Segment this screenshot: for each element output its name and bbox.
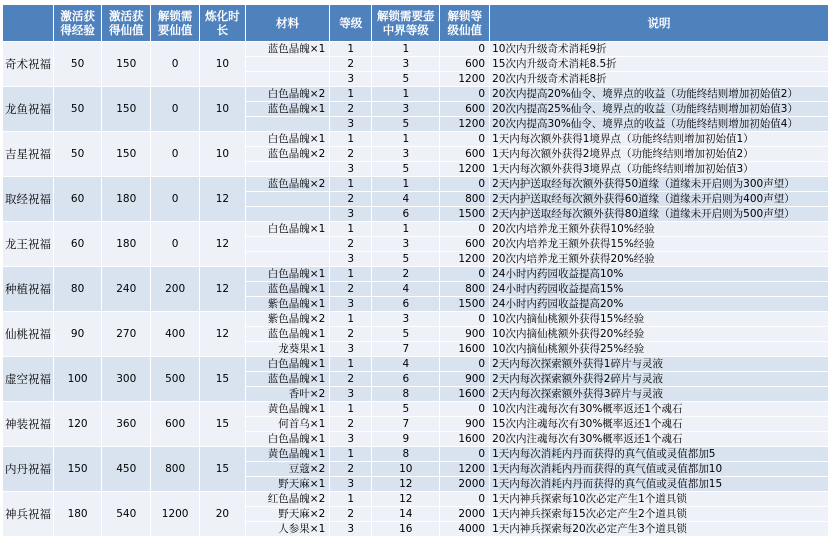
level-xian: 1500 xyxy=(440,297,490,312)
blessing-table xyxy=(2,4,829,537)
pot-level: 3 xyxy=(372,237,440,252)
header-level: 等级 xyxy=(330,5,372,42)
material xyxy=(245,252,329,267)
pot-level: 1 xyxy=(372,177,440,192)
pot-level: 5 xyxy=(372,252,440,267)
table-row xyxy=(3,267,829,282)
level: 3 xyxy=(330,342,372,357)
level-xian: 800 xyxy=(440,282,490,297)
material: 何首乌×1 xyxy=(245,417,329,432)
level: 3 xyxy=(330,252,372,267)
material xyxy=(245,117,329,132)
blessing-name: 龙鱼祝福 xyxy=(3,87,54,132)
table-row xyxy=(3,447,829,462)
header-xian: 激活获得仙值 xyxy=(102,5,151,42)
blessing-name: 神装祝福 xyxy=(3,402,54,447)
description: 2天内每次探索额外获得3碎片与灵液 xyxy=(490,387,829,402)
blessing-name: 奇术祝福 xyxy=(3,42,54,87)
level: 2 xyxy=(330,237,372,252)
refine-time: 10 xyxy=(199,42,245,87)
level: 3 xyxy=(330,477,372,492)
pot-level: 1 xyxy=(372,132,440,147)
material: 野天麻×2 xyxy=(245,507,329,522)
unlock-xian: 0 xyxy=(151,222,200,267)
refine-time: 20 xyxy=(199,492,245,537)
header-material: 材料 xyxy=(245,5,329,42)
level-xian: 600 xyxy=(440,102,490,117)
description: 10次内升级奇术消耗9折 xyxy=(490,42,829,57)
pot-level: 7 xyxy=(372,417,440,432)
pot-level: 6 xyxy=(372,372,440,387)
blessing-name: 仙桃祝福 xyxy=(3,312,54,357)
level: 2 xyxy=(330,282,372,297)
material: 黄色晶魄×1 xyxy=(245,402,329,417)
material xyxy=(245,57,329,72)
level: 2 xyxy=(330,462,372,477)
description: 20次内注魂每次有30%概率返还1个魂石 xyxy=(490,432,829,447)
description: 10次内注魂每次有30%概率返还1个魂石 xyxy=(490,402,829,417)
activate-xian: 180 xyxy=(102,177,151,222)
level-xian: 1600 xyxy=(440,432,490,447)
description: 1天内每次额外获得1境界点（功能终结则增加初始值1） xyxy=(490,132,829,147)
refine-time: 15 xyxy=(199,402,245,447)
description: 24小时内药园收益提高10% xyxy=(490,267,829,282)
pot-level: 14 xyxy=(372,507,440,522)
activate-xian: 180 xyxy=(102,222,151,267)
activate-xian: 270 xyxy=(102,312,151,357)
description: 15次内升级奇术消耗8.5折 xyxy=(490,57,829,72)
level-xian: 1200 xyxy=(440,117,490,132)
table-row xyxy=(3,87,829,102)
activate-exp: 150 xyxy=(54,447,102,492)
description: 2天内护送取经每次额外获得50道缘（道缘未开启则为300声望） xyxy=(490,177,829,192)
activate-xian: 300 xyxy=(102,357,151,402)
table-row xyxy=(3,492,829,507)
header-refine-time: 炼化时长 xyxy=(199,5,245,42)
blessing-name: 吉星祝福 xyxy=(3,132,54,177)
unlock-xian: 200 xyxy=(151,267,200,312)
level-xian: 800 xyxy=(440,192,490,207)
level-xian: 1600 xyxy=(440,387,490,402)
description: 1天内神兵探索每20次必定产生3个道具锁 xyxy=(490,522,829,537)
material: 豆蔻×2 xyxy=(245,462,329,477)
material: 白色晶魄×2 xyxy=(245,87,329,102)
blessing-name: 内丹祝福 xyxy=(3,447,54,492)
refine-time: 12 xyxy=(199,312,245,357)
activate-exp: 50 xyxy=(54,42,102,87)
material: 蓝色晶魄×1 xyxy=(245,282,329,297)
material: 白色晶魄×1 xyxy=(245,432,329,447)
pot-level: 5 xyxy=(372,117,440,132)
unlock-xian: 0 xyxy=(151,132,200,177)
description: 1天内每次额外获得2境界点（功能终结则增加初始值2） xyxy=(490,147,829,162)
level: 3 xyxy=(330,72,372,87)
description: 20次内提高25%仙令、境界点的收益（功能终结则增加初始值3） xyxy=(490,102,829,117)
level-xian: 2000 xyxy=(440,507,490,522)
level: 2 xyxy=(330,417,372,432)
unlock-xian: 600 xyxy=(151,402,200,447)
pot-level: 4 xyxy=(372,192,440,207)
level-xian: 0 xyxy=(440,267,490,282)
level: 3 xyxy=(330,162,372,177)
pot-level: 5 xyxy=(372,72,440,87)
level-xian: 2000 xyxy=(440,477,490,492)
pot-level: 1 xyxy=(372,42,440,57)
pot-level: 8 xyxy=(372,387,440,402)
table-row xyxy=(3,402,829,417)
level-xian: 0 xyxy=(440,87,490,102)
pot-level: 16 xyxy=(372,522,440,537)
level-xian: 0 xyxy=(440,132,490,147)
level-xian: 0 xyxy=(440,42,490,57)
table-body xyxy=(3,42,829,537)
table-row xyxy=(3,357,829,372)
activate-exp: 120 xyxy=(54,402,102,447)
pot-level: 1 xyxy=(372,87,440,102)
activate-exp: 90 xyxy=(54,312,102,357)
activate-xian: 240 xyxy=(102,267,151,312)
activate-xian: 540 xyxy=(102,492,151,537)
level-xian: 0 xyxy=(440,177,490,192)
activate-xian: 150 xyxy=(102,132,151,177)
level-xian: 4000 xyxy=(440,522,490,537)
description: 1天内每次消耗内丹而获得的真气值或灵值都加5 xyxy=(490,447,829,462)
pot-level: 3 xyxy=(372,102,440,117)
unlock-xian: 0 xyxy=(151,42,200,87)
header-blessing-name xyxy=(3,5,54,42)
pot-level: 10 xyxy=(372,462,440,477)
description: 24小时内药园收益提高15% xyxy=(490,282,829,297)
description: 1天内每次额外获得3境界点（功能终结则增加初始值3） xyxy=(490,162,829,177)
material: 蓝色晶魄×1 xyxy=(245,42,329,57)
level: 1 xyxy=(330,312,372,327)
level: 2 xyxy=(330,327,372,342)
level: 3 xyxy=(330,387,372,402)
description: 1天内神兵探索每15次必定产生2个道具锁 xyxy=(490,507,829,522)
level-xian: 600 xyxy=(440,237,490,252)
description: 20次内培养龙王额外获得15%经验 xyxy=(490,237,829,252)
refine-time: 15 xyxy=(199,357,245,402)
level: 1 xyxy=(330,222,372,237)
pot-level: 8 xyxy=(372,447,440,462)
material: 蓝色晶魄×1 xyxy=(245,327,329,342)
refine-time: 10 xyxy=(199,132,245,177)
description: 20次内培养龙王额外获得20%经验 xyxy=(490,252,829,267)
activate-xian: 150 xyxy=(102,42,151,87)
level-xian: 900 xyxy=(440,327,490,342)
description: 20次内升级奇术消耗8折 xyxy=(490,72,829,87)
pot-level: 9 xyxy=(372,432,440,447)
material xyxy=(245,237,329,252)
description: 2天内每次探索额外获得1碎片与灵液 xyxy=(490,357,829,372)
pot-level: 3 xyxy=(372,57,440,72)
material: 野天麻×1 xyxy=(245,477,329,492)
description: 1天内每次消耗内丹而获得的真气值或灵值都加10 xyxy=(490,462,829,477)
level-xian: 0 xyxy=(440,312,490,327)
level-xian: 900 xyxy=(440,372,490,387)
unlock-xian: 800 xyxy=(151,447,200,492)
level: 1 xyxy=(330,447,372,462)
header-description: 说明 xyxy=(490,5,829,42)
blessing-name: 虚空祝福 xyxy=(3,357,54,402)
material: 紫色晶魄×2 xyxy=(245,312,329,327)
activate-exp: 180 xyxy=(54,492,102,537)
level: 1 xyxy=(330,402,372,417)
header-row xyxy=(3,5,829,42)
description: 1天内每次消耗内丹而获得的真气值或灵值都加15 xyxy=(490,477,829,492)
material: 白色晶魄×1 xyxy=(245,132,329,147)
level: 3 xyxy=(330,432,372,447)
level-xian: 1200 xyxy=(440,252,490,267)
blessing-name: 取经祝福 xyxy=(3,177,54,222)
level: 3 xyxy=(330,297,372,312)
description: 10次内摘仙桃额外获得20%经验 xyxy=(490,327,829,342)
material xyxy=(245,72,329,87)
description: 20次内提高30%仙令、境界点的收益（功能终结则增加初始值4） xyxy=(490,117,829,132)
material: 蓝色晶魄×2 xyxy=(245,147,329,162)
description: 10次内摘仙桃额外获得25%经验 xyxy=(490,342,829,357)
level-xian: 1200 xyxy=(440,162,490,177)
header-pot-level: 解锁需要壶中界等级 xyxy=(372,5,440,42)
pot-level: 6 xyxy=(372,207,440,222)
unlock-xian: 0 xyxy=(151,87,200,132)
level-xian: 1500 xyxy=(440,207,490,222)
activate-xian: 450 xyxy=(102,447,151,492)
description: 10次内摘仙桃额外获得15%经验 xyxy=(490,312,829,327)
level: 2 xyxy=(330,192,372,207)
description: 15次内注魂每次有30%概率返还1个魂石 xyxy=(490,417,829,432)
level-xian: 600 xyxy=(440,57,490,72)
level-xian: 1200 xyxy=(440,72,490,87)
level: 2 xyxy=(330,507,372,522)
header-level-xian: 解锁等级仙值 xyxy=(440,5,490,42)
activate-exp: 50 xyxy=(54,132,102,177)
pot-level: 5 xyxy=(372,402,440,417)
blessing-name: 种植祝福 xyxy=(3,267,54,312)
description: 20次内提高20%仙令、境界点的收益（功能终结则增加初始值2） xyxy=(490,87,829,102)
refine-time: 12 xyxy=(199,267,245,312)
level: 1 xyxy=(330,267,372,282)
description: 20次内培养龙王额外获得10%经验 xyxy=(490,222,829,237)
pot-level: 5 xyxy=(372,327,440,342)
table-row xyxy=(3,222,829,237)
unlock-xian: 500 xyxy=(151,357,200,402)
level-xian: 600 xyxy=(440,147,490,162)
level-xian: 0 xyxy=(440,222,490,237)
activate-exp: 60 xyxy=(54,177,102,222)
description: 2天内护送取经每次额外获得80道缘（道缘未开启则为500声望） xyxy=(490,207,829,222)
activate-exp: 60 xyxy=(54,222,102,267)
blessing-name: 龙王祝福 xyxy=(3,222,54,267)
unlock-xian: 1200 xyxy=(151,492,200,537)
level: 1 xyxy=(330,42,372,57)
level: 1 xyxy=(330,492,372,507)
material: 蓝色晶魄×2 xyxy=(245,177,329,192)
refine-time: 12 xyxy=(199,222,245,267)
material: 龙葵果×1 xyxy=(245,342,329,357)
activate-exp: 80 xyxy=(54,267,102,312)
pot-level: 12 xyxy=(372,492,440,507)
header-exp: 激活获得经验 xyxy=(54,5,102,42)
level: 2 xyxy=(330,372,372,387)
material: 白色晶魄×1 xyxy=(245,222,329,237)
pot-level: 3 xyxy=(372,147,440,162)
pot-level: 3 xyxy=(372,312,440,327)
pot-level: 5 xyxy=(372,162,440,177)
header-unlock-xian: 解锁需要仙值 xyxy=(151,5,200,42)
table-row xyxy=(3,177,829,192)
activate-xian: 360 xyxy=(102,402,151,447)
level-xian: 900 xyxy=(440,417,490,432)
unlock-xian: 400 xyxy=(151,312,200,357)
material: 蓝色晶魄×1 xyxy=(245,102,329,117)
table-row xyxy=(3,132,829,147)
blessing-name: 神兵祝福 xyxy=(3,492,54,537)
level: 1 xyxy=(330,357,372,372)
pot-level: 6 xyxy=(372,297,440,312)
material: 蓝色晶魄×1 xyxy=(245,372,329,387)
level: 2 xyxy=(330,102,372,117)
refine-time: 15 xyxy=(199,447,245,492)
pot-level: 2 xyxy=(372,267,440,282)
refine-time: 10 xyxy=(199,87,245,132)
level: 3 xyxy=(330,207,372,222)
level-xian: 1600 xyxy=(440,342,490,357)
level: 1 xyxy=(330,87,372,102)
unlock-xian: 0 xyxy=(151,177,200,222)
material: 白色晶魄×1 xyxy=(245,267,329,282)
level: 3 xyxy=(330,117,372,132)
material xyxy=(245,207,329,222)
material: 人参果×1 xyxy=(245,522,329,537)
material: 黄色晶魄×1 xyxy=(245,447,329,462)
activate-exp: 100 xyxy=(54,357,102,402)
level: 1 xyxy=(330,132,372,147)
activate-xian: 150 xyxy=(102,87,151,132)
description: 24小时内药园收益提高20% xyxy=(490,297,829,312)
level-xian: 0 xyxy=(440,402,490,417)
table-row xyxy=(3,312,829,327)
description: 2天内护送取经每次额外获得60道缘（道缘未开启则为400声望） xyxy=(490,192,829,207)
level-xian: 0 xyxy=(440,357,490,372)
pot-level: 7 xyxy=(372,342,440,357)
material: 红色晶魄×2 xyxy=(245,492,329,507)
blessing-table-container xyxy=(2,4,829,537)
description: 1天内神兵探索每10次必定产生1个道具锁 xyxy=(490,492,829,507)
pot-level: 1 xyxy=(372,222,440,237)
level-xian: 0 xyxy=(440,492,490,507)
level: 1 xyxy=(330,177,372,192)
pot-level: 4 xyxy=(372,357,440,372)
material xyxy=(245,162,329,177)
level-xian: 1200 xyxy=(440,462,490,477)
material: 香叶×2 xyxy=(245,387,329,402)
level: 2 xyxy=(330,57,372,72)
activate-exp: 50 xyxy=(54,87,102,132)
table-row xyxy=(3,42,829,57)
pot-level: 4 xyxy=(372,282,440,297)
level: 3 xyxy=(330,522,372,537)
material: 白色晶魄×1 xyxy=(245,357,329,372)
level-xian: 0 xyxy=(440,447,490,462)
material: 紫色晶魄×1 xyxy=(245,297,329,312)
refine-time: 12 xyxy=(199,177,245,222)
level: 2 xyxy=(330,147,372,162)
description: 2天内每次探索额外获得2碎片与灵液 xyxy=(490,372,829,387)
material xyxy=(245,192,329,207)
pot-level: 12 xyxy=(372,477,440,492)
